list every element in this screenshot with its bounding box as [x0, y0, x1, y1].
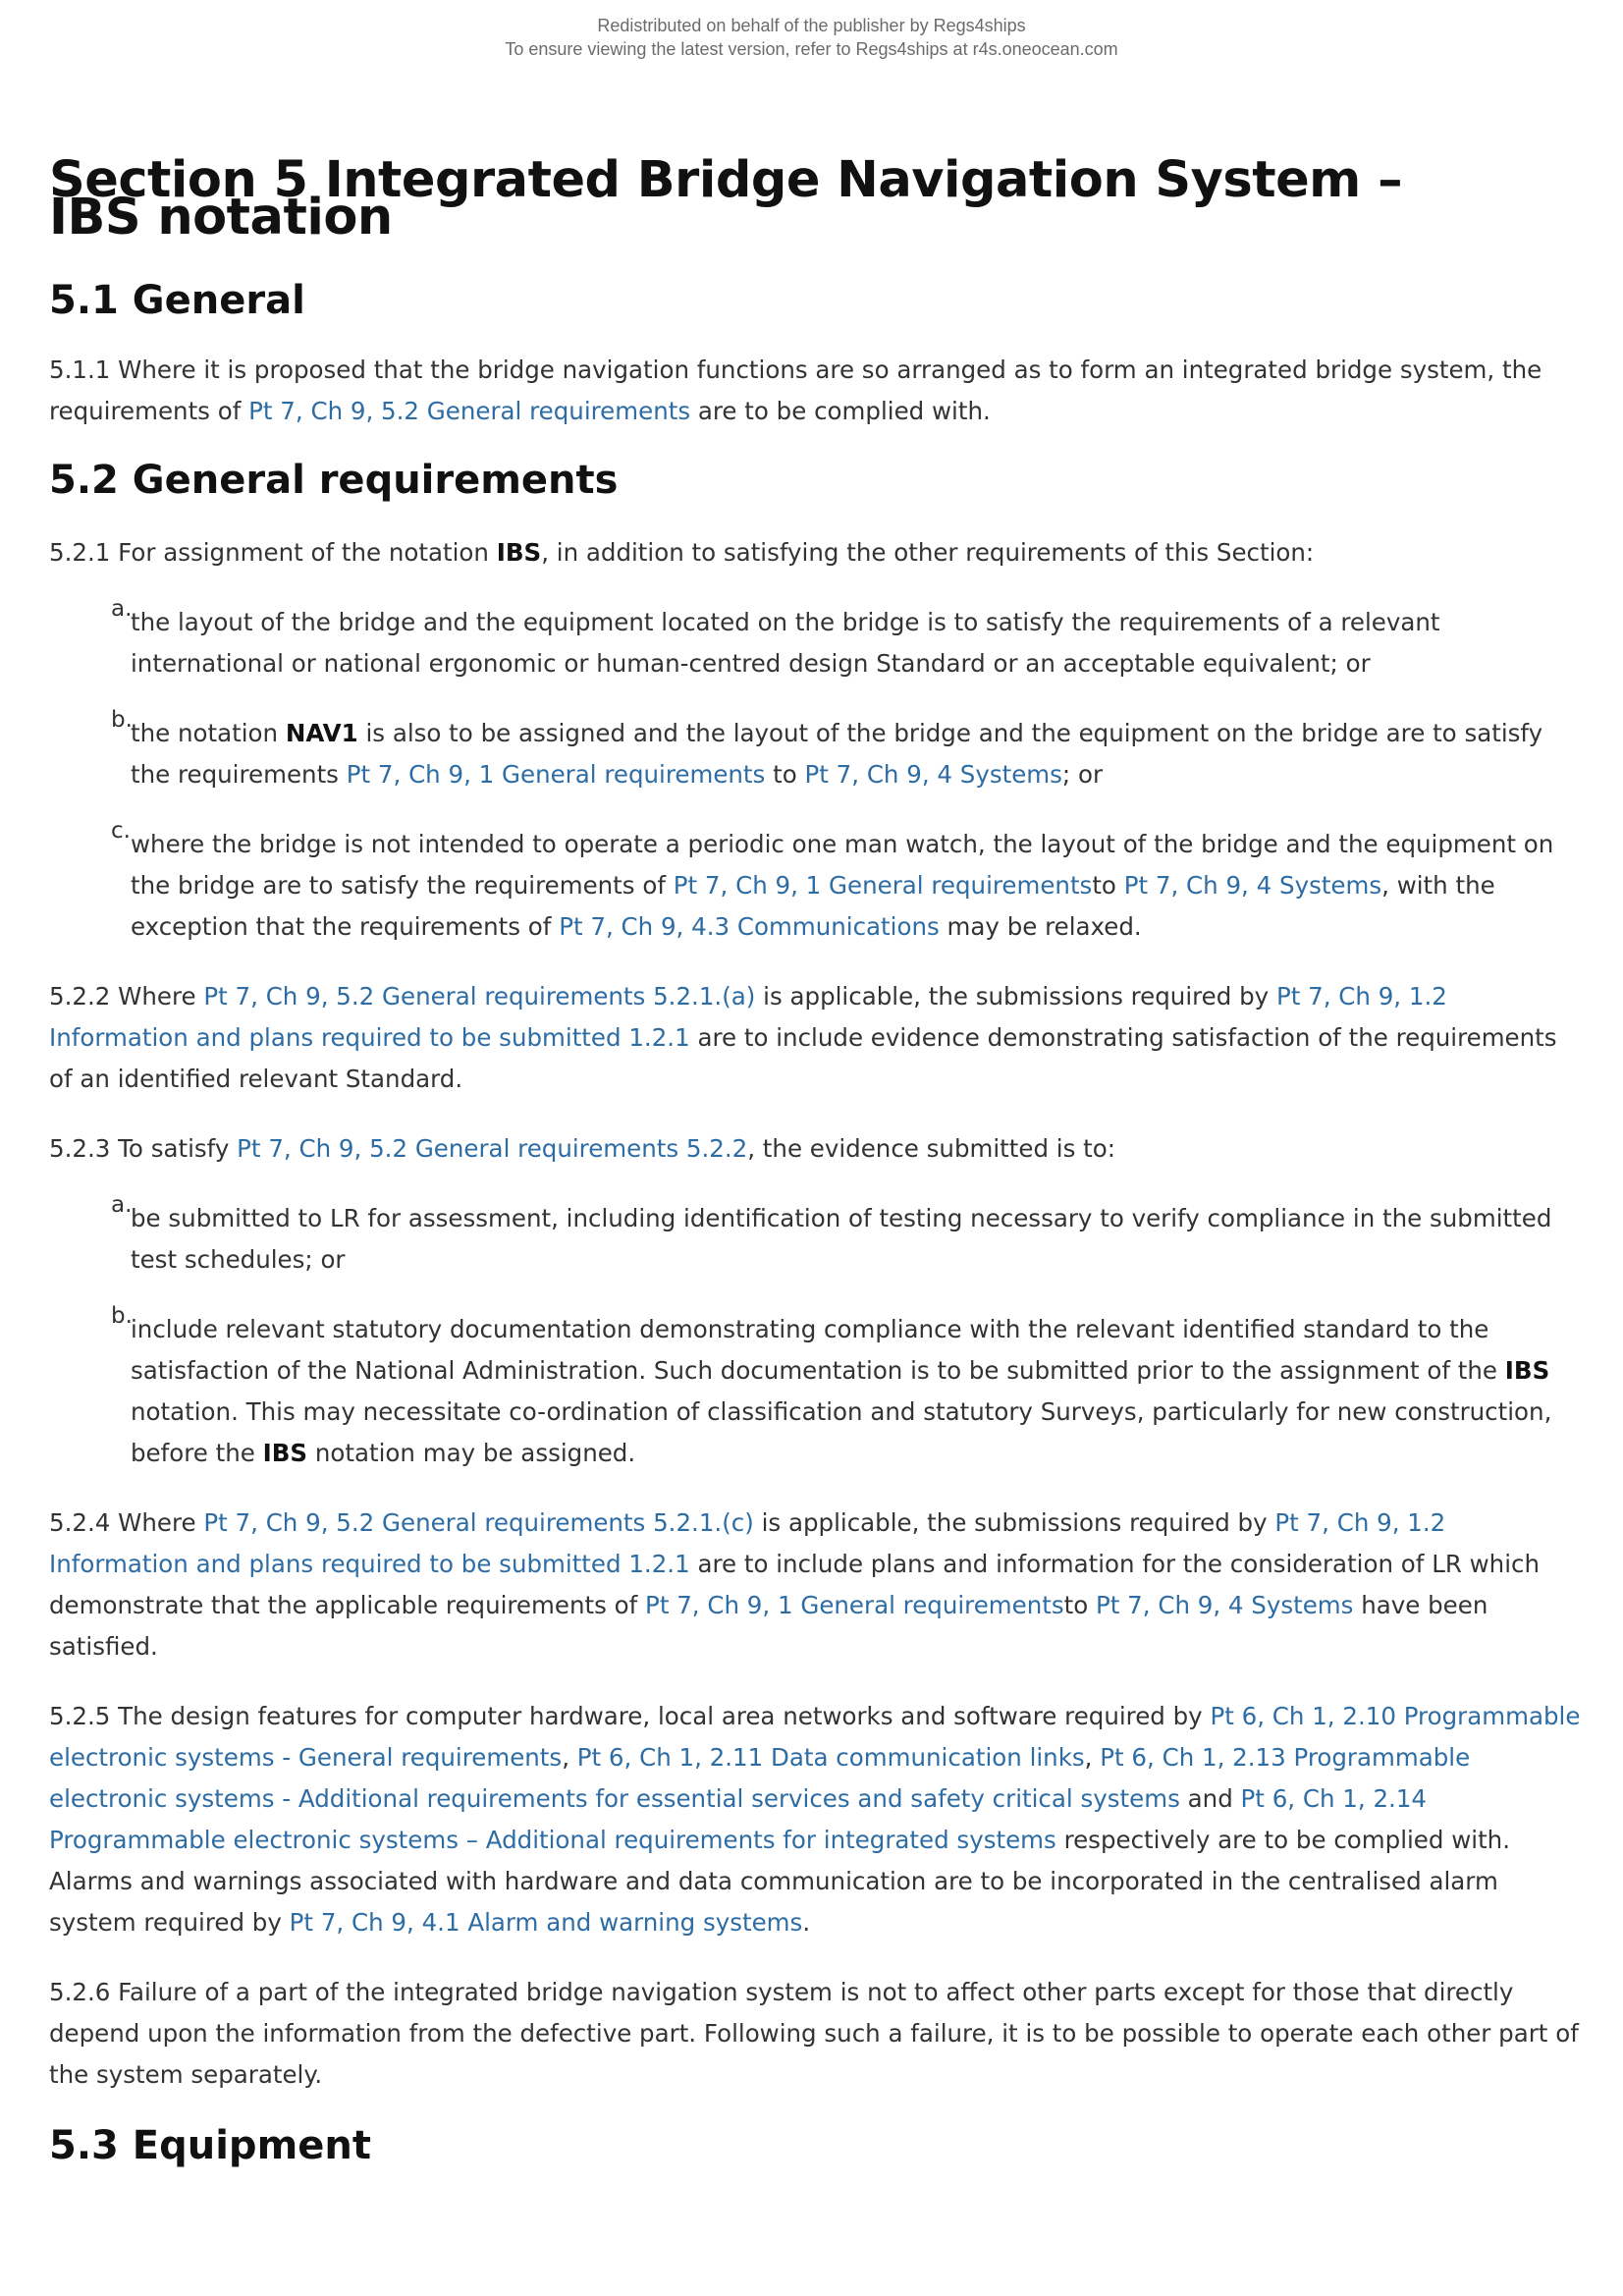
link-1-general-requirements[interactable]: Pt 7, Ch 9, 1 General requirements — [645, 1591, 1064, 1619]
paragraph-5-2-6: 5.2.6 Failure of a part of the integrated bridge navigation system is not to affect other parts except for those that directly depend upon the information from the defective part. Following such a failure, it is to be possible to operate each other part of the system separately. — [49, 1978, 1579, 2089]
link-4-3-communications[interactable]: Pt 7, Ch 9, 4.3 Communications — [559, 912, 940, 941]
heading-5-3: 5.3 Equipment — [49, 2123, 371, 2168]
list-marker: a. — [111, 596, 133, 622]
list-marker: b. — [111, 707, 133, 733]
link-4-systems[interactable]: Pt 7, Ch 9, 4 Systems — [804, 760, 1062, 789]
paragraph-5-2-2: 5.2.2 Where Pt 7, Ch 9, 5.2 General requirements 5.2.1.(a) is applicable, the submissions required by Pt 7, Ch 9, 1.2 Information and plans required to be submitted 1.2.1 are to include evidence demonstrating satisfaction of the requirements of an identified relevant Standard. — [49, 982, 1557, 1093]
list-item-5-2-1-a: a. the layout of the bridge and the equipment located on the bridge is to satisfy the requirements of a relevant international or national ergonomic or human-centred design Standard or an acceptable equivalent; or — [131, 602, 1581, 684]
link-2-14-integrated-systems[interactable]: Pt 6, Ch 1, 2.14 Programmable electronic systems – Additional requirements for integrated systems — [49, 1784, 1427, 1854]
link-5-2-1-a[interactable]: Pt 7, Ch 9, 5.2 General requirements 5.2.1.(a) — [203, 982, 756, 1011]
link-1-2-information-and-plans[interactable]: Pt 7, Ch 9, 1.2 Information and plans required to be submitted 1.2.1 — [49, 1508, 1446, 1578]
list-item-5-2-1-b: b. the notation NAV1 is also to be assigned and the layout of the bridge and the equipment on the bridge are to satisfy the requirements Pt 7, Ch 9, 1 General requirements to Pt 7, Ch 9, 4 Systems; or — [131, 713, 1581, 795]
link-5-2-2[interactable]: Pt 7, Ch 9, 5.2 General requirements 5.2.2 — [237, 1134, 748, 1163]
list-marker: b. — [111, 1303, 133, 1329]
link-1-2-information-and-plans[interactable]: Pt 7, Ch 9, 1.2 Information and plans required to be submitted 1.2.1 — [49, 982, 1447, 1052]
banner-line-2: To ensure viewing the latest version, refer to Regs4ships at r4s.oneocean.com — [505, 39, 1118, 59]
link-4-systems[interactable]: Pt 7, Ch 9, 4 Systems — [1123, 871, 1382, 900]
heading-5-2: 5.2 General requirements — [49, 458, 619, 503]
list-5-2-1 — [49, 596, 1581, 948]
link-1-general-requirements[interactable]: Pt 7, Ch 9, 1 General requirements — [346, 760, 766, 789]
link-4-systems[interactable]: Pt 7, Ch 9, 4 Systems — [1096, 1591, 1354, 1619]
paragraph-5-1-1: 5.1.1 Where it is proposed that the bridge navigation functions are so arranged as to form an integrated bridge system, the requirements of Pt 7, Ch 9, 5.2 General requirements are to be complied with. — [49, 355, 1542, 425]
link-5-2-1-c[interactable]: Pt 7, Ch 9, 5.2 General requirements 5.2.1.(c) — [203, 1508, 754, 1537]
list-marker: a. — [111, 1192, 133, 1218]
link-1-general-requirements[interactable]: Pt 7, Ch 9, 1 General requirements — [673, 871, 1093, 900]
paragraph-5-2-5: 5.2.5 The design features for computer hardware, local area networks and software required by Pt 6, Ch 1, 2.10 Programmable electronic systems - General requirements, Pt 6, Ch 1, 2.11 Data communication links, Pt 6, Ch 1, 2.13 Programmable electronic systems - Additional requirements for essential services and safety critical systems and Pt 6, Ch 1, 2.14 Programmable electronic systems – Additional requirements for integrated systems respectively are to be complied with. Alarms and warnings associated with hardware and data communication are to be incorporated in the centralised alarm system required by Pt 7, Ch 9, 4.1 Alarm and warning systems. — [49, 1702, 1581, 1937]
link-2-10-programmable-electronic-systems[interactable]: Pt 6, Ch 1, 2.10 Programmable electronic systems - General requirements — [49, 1702, 1581, 1772]
document-content — [49, 147, 1581, 2170]
section-title: Section 5 Integrated Bridge Navigation System – IBS notation — [49, 151, 1403, 246]
redistribution-banner — [0, 14, 1623, 61]
link-2-13-essential-services[interactable]: Pt 6, Ch 1, 2.13 Programmable electronic systems - Additional requirements for essential services and safety critical systems — [49, 1743, 1471, 1813]
paragraph-5-2-1: 5.2.1 For assignment of the notation IBS, in addition to satisfying the other requirements of this Section: — [49, 538, 1315, 567]
paragraph-5-2-4: 5.2.4 Where Pt 7, Ch 9, 5.2 General requirements 5.2.1.(c) is applicable, the submissions required by Pt 7, Ch 9, 1.2 Information and plans required to be submitted 1.2.1 are to include plans and information for the consideration of LR which demonstrate that the applicable requirements of Pt 7, Ch 9, 1 General requirementsto Pt 7, Ch 9, 4 Systems have been satisfied. — [49, 1508, 1541, 1661]
heading-5-1: 5.1 General — [49, 278, 305, 323]
list-5-2-3 — [49, 1192, 1581, 1474]
list-item-5-2-1-c: c. where the bridge is not intended to operate a periodic one man watch, the layout of the bridge and the equipment on the bridge are to satisfy the requirements of Pt 7, Ch 9, 1 General requirementsto Pt 7, Ch 9, 4 Systems, with the exception that the requirements of Pt 7, Ch 9, 4.3 Communications may be relaxed. — [131, 824, 1581, 948]
link-5-2-general-requirements[interactable]: Pt 7, Ch 9, 5.2 General requirements — [248, 397, 691, 425]
list-item-5-2-3-b: b. include relevant statutory documentation demonstrating compliance with the relevant identified standard to the satisfaction of the National Administration. Such documentation is to be submitted prior to the assignment of the IBS notation. This may necessitate co-ordination of classification and statutory Surveys, particularly for new construction, before the IBS notation may be assigned. — [131, 1309, 1581, 1474]
list-item-5-2-3-a: a. be submitted to LR for assessment, including identification of testing necessary to verify compliance in the submitted test schedules; or — [131, 1198, 1581, 1281]
paragraph-5-2-3: 5.2.3 To satisfy Pt 7, Ch 9, 5.2 General requirements 5.2.2, the evidence submitted is to: — [49, 1134, 1116, 1163]
list-marker: c. — [111, 818, 131, 844]
link-4-1-alarm-and-warning-systems[interactable]: Pt 7, Ch 9, 4.1 Alarm and warning systems — [289, 1908, 803, 1937]
link-2-11-data-communication-links[interactable]: Pt 6, Ch 1, 2.11 Data communication links — [576, 1743, 1085, 1772]
banner-line-1: Redistributed on behalf of the publisher by Regs4ships — [597, 16, 1026, 35]
